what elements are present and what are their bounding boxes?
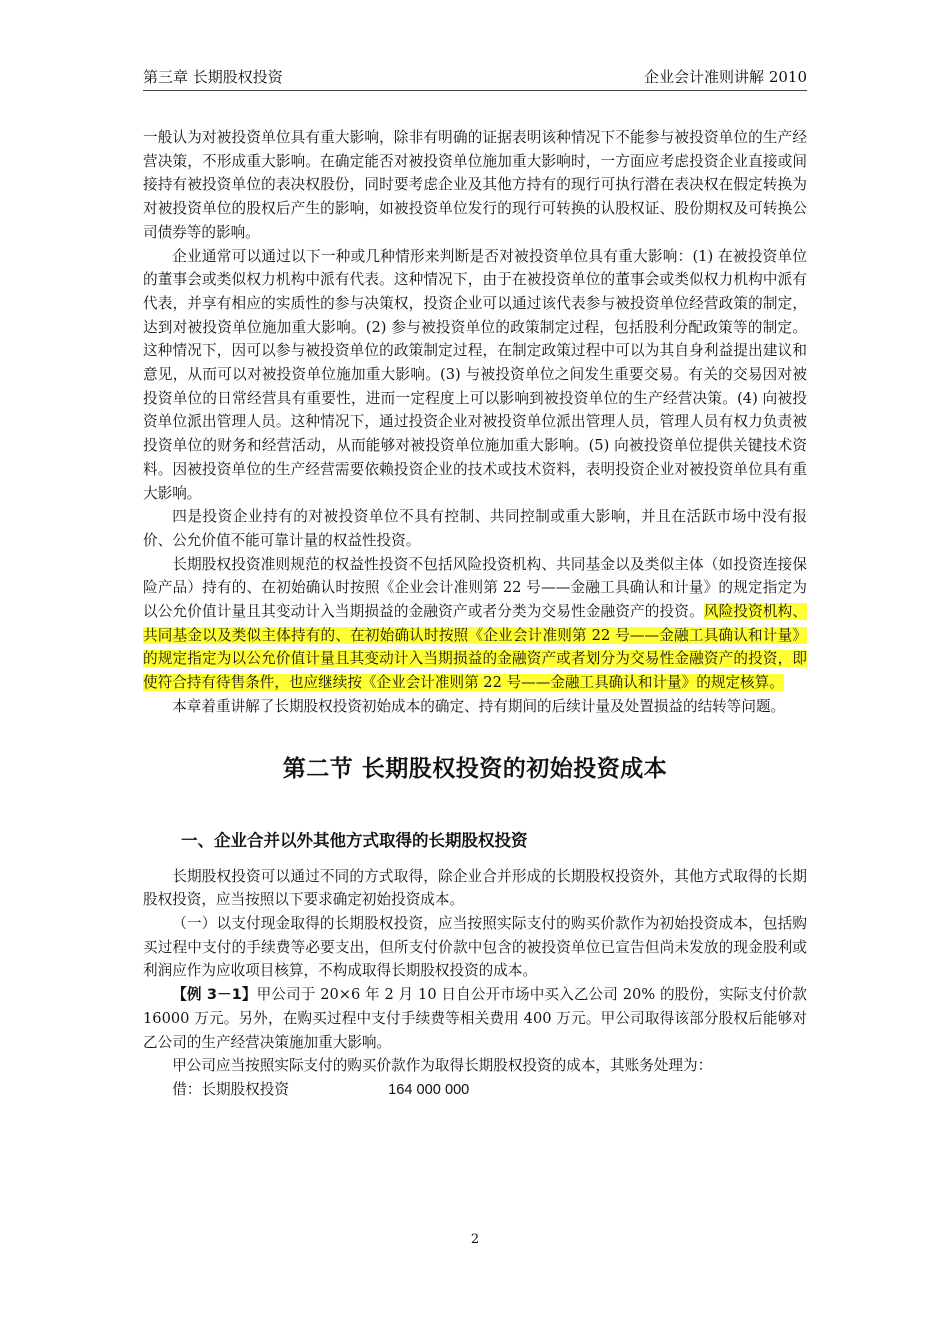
section-heading: 第二节 长期股权投资的初始投资成本 <box>282 755 668 782</box>
example-text: 甲公司于 20×6 年 2 月 10 日自公开市场中买入乙公司 20% 的股份，实际支付价款 16000 万元。另外，在购买过程中支付手续费等相关费用 400 万元。甲公司取得该部分股权后能够对乙公司的生产经营决策施加重大影响。 <box>143 986 807 1051</box>
journal-entry-amount: 164 000 000 <box>388 1081 470 1098</box>
paragraph-significant-influence: 一般认为对被投资单位具有重大影响，除非有明确的证据表明该种情况下不能参与被投资单位的生产经营决策，不形成重大影响。在确定能否对被投资单位施加重大影响时，一方面应考虑投资企业直接或间接持有被投资单位的表决权股份，同时要考虑企业及其他方持有的现行可执行潜在表决权在假定转换为对被投资单位的股权后产生的影响，如被投资单位发行的现行可转换的认股权证、股份期权及可转换公司债券等的影响。 <box>143 129 807 241</box>
paragraph-scope-exclusion <box>143 553 807 695</box>
highlighted-text: 风险投资机构、共同基金以及类似主体持有的、在初始确认时按照《企业会计准则第 22 号——金融工具确认和计量》的规定指定为以公允价值计量且其变动计入当期损益的金融资产或者划分为交易性金融资产的投资，即使符合持有待售条件，也应继续按《企业会计准则第 22 号——金融工具确认和计量》的规定核算。 <box>143 603 807 692</box>
subsection-heading: 一、企业合并以外其他方式取得的长期股权投资 <box>181 830 528 850</box>
paragraph-cash-payment: （一）以支付现金取得的长期股权投资，应当按照实际支付的购买价款作为初始投资成本，包括购买过程中支付的手续费等必要支出，但所支付价款中包含的被投资单位已宣告但尚未发放的现金股利或利润应作为应收项目核算，不构成取得长期股权投资的成本。 <box>143 914 807 980</box>
paragraph-acquisition-methods: 长期股权投资可以通过不同的方式取得，除企业合并形成的长期股权投资外，其他方式取得的长期股权投资，应当按照以下要求确定初始投资成本。 <box>143 867 807 909</box>
book-title: 企业会计准则讲解 2010 <box>644 68 807 86</box>
running-header <box>143 66 807 91</box>
journal-entry-account: 借：长期股权投资 <box>172 1080 289 1098</box>
scope-exclusion-text: 长期股权投资准则规范的权益性投资不包括风险投资机构、共同基金以及类似主体（如投资连接保险产品）持有的、在初始确认时按照《企业会计准则第 22 号——金融工具确认和计量》的规定指定为以公允价值计量且其变动计入当期损益的金融资产或者分类为交易性金融资产的投资。 <box>143 555 807 621</box>
page-body <box>143 126 807 1103</box>
page-number: 2 <box>470 1232 480 1247</box>
paragraph-fourth-type: 四是投资企业持有的对被投资单位不具有控制、共同控制或重大影响，并且在活跃市场中没有报价、公允价值不能可靠计量的权益性投资。 <box>143 508 807 549</box>
paragraph-accounting-treatment: 甲公司应当按照实际支付的购买价款作为取得长期股权投资的成本，其账务处理为： <box>172 1057 713 1075</box>
paragraph-influence-criteria: 企业通常可以通过以下一种或几种情形来判断是否对被投资单位具有重大影响：(1) 在被投资单位的董事会或类似权力机构中派有代表。这种情况下，由于在被投资单位的董事会或类似权力机构中派有代表，并享有相应的实质性的参与决策权，投资企业可以通过该代表参与被投资单位经营政策的制定，达到对被投资单位施加重大影响。(2) 参与被投资单位的政策制定过程，包括股利分配政策等的制定。这种情况下，因可以参与被投资单位的政策制定过程，在制定政策过程中可以为其自身利益提出建议和意见，从而可以对被投资单位施加重大影响。(3) 与被投资单位之间发生重要交易。有关的交易因对被投资单位的日常经营具有重要性，进而一定程度上可以影响到被投资单位的生产经营决策。(4) 向被投资单位派出管理人员。这种情况下，通过投资企业对被投资单位派出管理人员，管理人员有权力负责被投资单位的财务和经营活动，从而能够对被投资单位施加重大影响。(5) 向被投资单位提供关键技术资料。因被投资单位的生产经营需要依赖投资企业的技术或技术资料，表明投资企业对被投资单位具有重大影响。 <box>143 247 807 502</box>
journal-entry <box>143 1078 807 1103</box>
example-paragraph <box>143 983 807 1054</box>
example-label: 【例 3－1】 <box>172 986 257 1004</box>
paragraph-chapter-summary: 本章着重讲解了长期股权投资初始成本的确定、持有期间的后续计量及处置损益的结转等问题。 <box>172 697 786 715</box>
chapter-title: 第三章 长期股权投资 <box>143 68 283 86</box>
